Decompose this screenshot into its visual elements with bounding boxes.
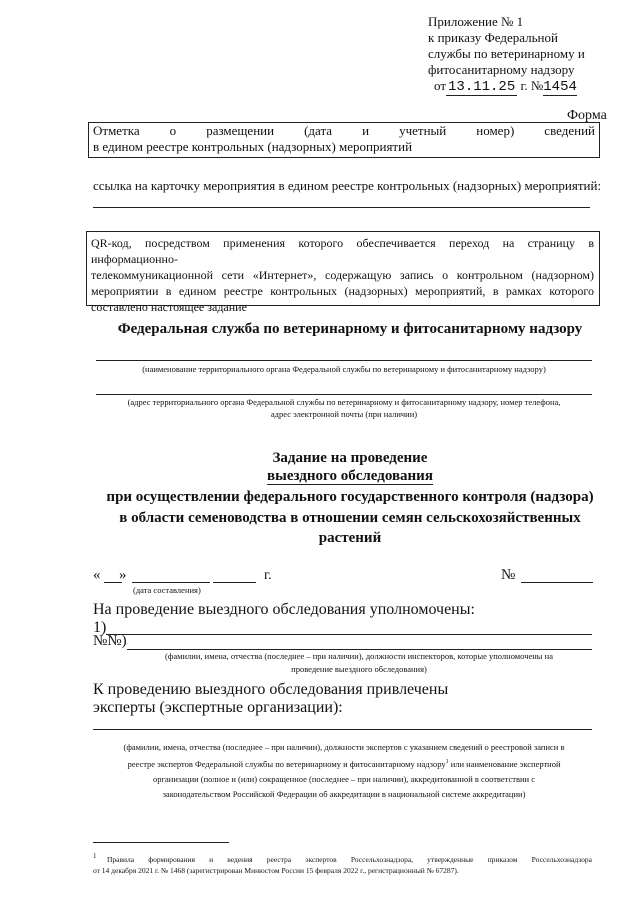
registry-link-label: ссылка на карточку мероприятия в едином реестре контрольных (надзорных) мероприятий: [93,178,602,193]
authorized-line-2 [127,649,592,650]
task-title-3: при осуществлении федерального государственного контроля (надзора) [106,489,594,505]
appendix-line-4: фитосанитарному надзору [428,62,575,77]
date-quote-close: » [119,567,127,583]
appendix-date-prefix: от [434,78,447,93]
date-year-line [213,582,256,583]
territorial-line [96,360,592,361]
address-caption-2: адрес электронной почты (при наличии) [270,409,418,419]
authorized-line-1 [106,634,592,635]
experts-caption-2b: или наименование экспертной [450,758,561,769]
appendix-date-mid: г. № [520,78,544,93]
qr-box-text [91,235,594,315]
agency-title: Федеральная служба по ветеринарному и фитосанитарному надзору [117,321,583,337]
address-caption-1: (адрес территориального органа Федеральной службы по ветеринарному и фитосанитарному надзору, номер телефона, [127,397,561,407]
experts-heading-2: эксперты (экспертные организации): [93,699,343,716]
registry-box-line-1: Отметка о размещении (дата и учетный номер) сведений [93,123,595,138]
authorized-item-1: 1) [93,619,107,636]
authorized-heading: На проведение выездного обследования уполномочены: [93,601,475,618]
appendix-line-3: службы по ветеринарному и [428,46,585,61]
task-title-2-wrap [60,468,640,485]
footnote-ref[interactable]: 1 [445,759,449,765]
authorized-caption-1: (фамилии, имена, отчества (последнее – при наличии), должности инспекторов, которые уполномочены на [165,651,553,661]
experts-line [93,729,592,730]
appendix-number: 1454 [543,79,577,95]
date-caption: (дата составления) [133,585,201,595]
appendix-date-line [434,78,628,95]
appendix-line-1: Приложение № 1 [428,14,524,29]
appendix-block [428,14,628,95]
territorial-caption: (наименование территориального органа Федеральной службы по ветеринарному и фитосанитарному надзору) [142,364,546,374]
number-sign: № [501,567,516,583]
footnote-line-1: Правила формирования и ведения реестра экспертов Россельхознадзора, утвержденные приказом Россельхознадзора [107,855,592,864]
appendix-date: 13.11.25 [448,79,516,95]
footnote-line-2: от 14 декабря 2021 г. № 1468 (зарегистрирован Минюстом России 15 февраля 2022 г., регистрационный № 67287). [93,866,459,875]
address-line [96,394,592,395]
qr-line-4: составлено настоящее задание [91,300,247,314]
number-line [521,582,593,583]
task-title-4: в области семеноводства в отношении семян сельскохозяйственных [119,510,581,526]
task-title-5: растений [318,530,382,546]
registry-link-line [93,207,590,208]
experts-caption-1: (фамилии, имена, отчества (последнее – при наличии), должности экспертов с указанием сведений о реестровой записи в [123,742,565,752]
experts-caption-2a: реестре экспертов Федеральной службы по ветеринарному и фитосанитарному надзору [127,758,446,769]
experts-heading-1: К проведению выездного обследования привлечены [93,681,449,698]
experts-caption [86,740,602,802]
experts-caption-3: организации (полное и (или) сокращенное (последнее – при наличии), аккредитованной в соответствии с [153,773,535,784]
date-year-suffix: г. [264,568,272,583]
date-month-line [132,582,210,583]
experts-caption-4: законодательством Российской Федерации об аккредитации в национальной системе аккредитации) [162,788,526,799]
qr-line-2: телекоммуникационной сети «Интернет», содержащую запись о контрольном (надзорном) [91,268,594,282]
authorized-numbers: №№) [93,633,127,649]
authorized-caption-2: проведение выездного обследования) [291,664,427,674]
qr-line-1: QR-код, посредством применения которого обеспечивается переход на страницу в информационно- [91,236,594,266]
footnote-separator [93,842,229,843]
task-title-1: Задание на проведение [272,450,428,466]
form-label: Форма [567,108,607,123]
task-title-2: выездного обследования [267,468,433,484]
qr-line-3: мероприятии в едином реестре контрольных (надзорных) мероприятий, в рамках которого [91,284,594,298]
appendix-line-2: к приказу Федеральной [428,30,558,45]
registry-box-line-2: в едином реестре контрольных (надзорных) мероприятий [93,139,413,154]
experts-caption-2 [86,755,602,772]
date-quote-open: « [93,567,101,583]
footnote-mark: 1 [93,852,97,860]
